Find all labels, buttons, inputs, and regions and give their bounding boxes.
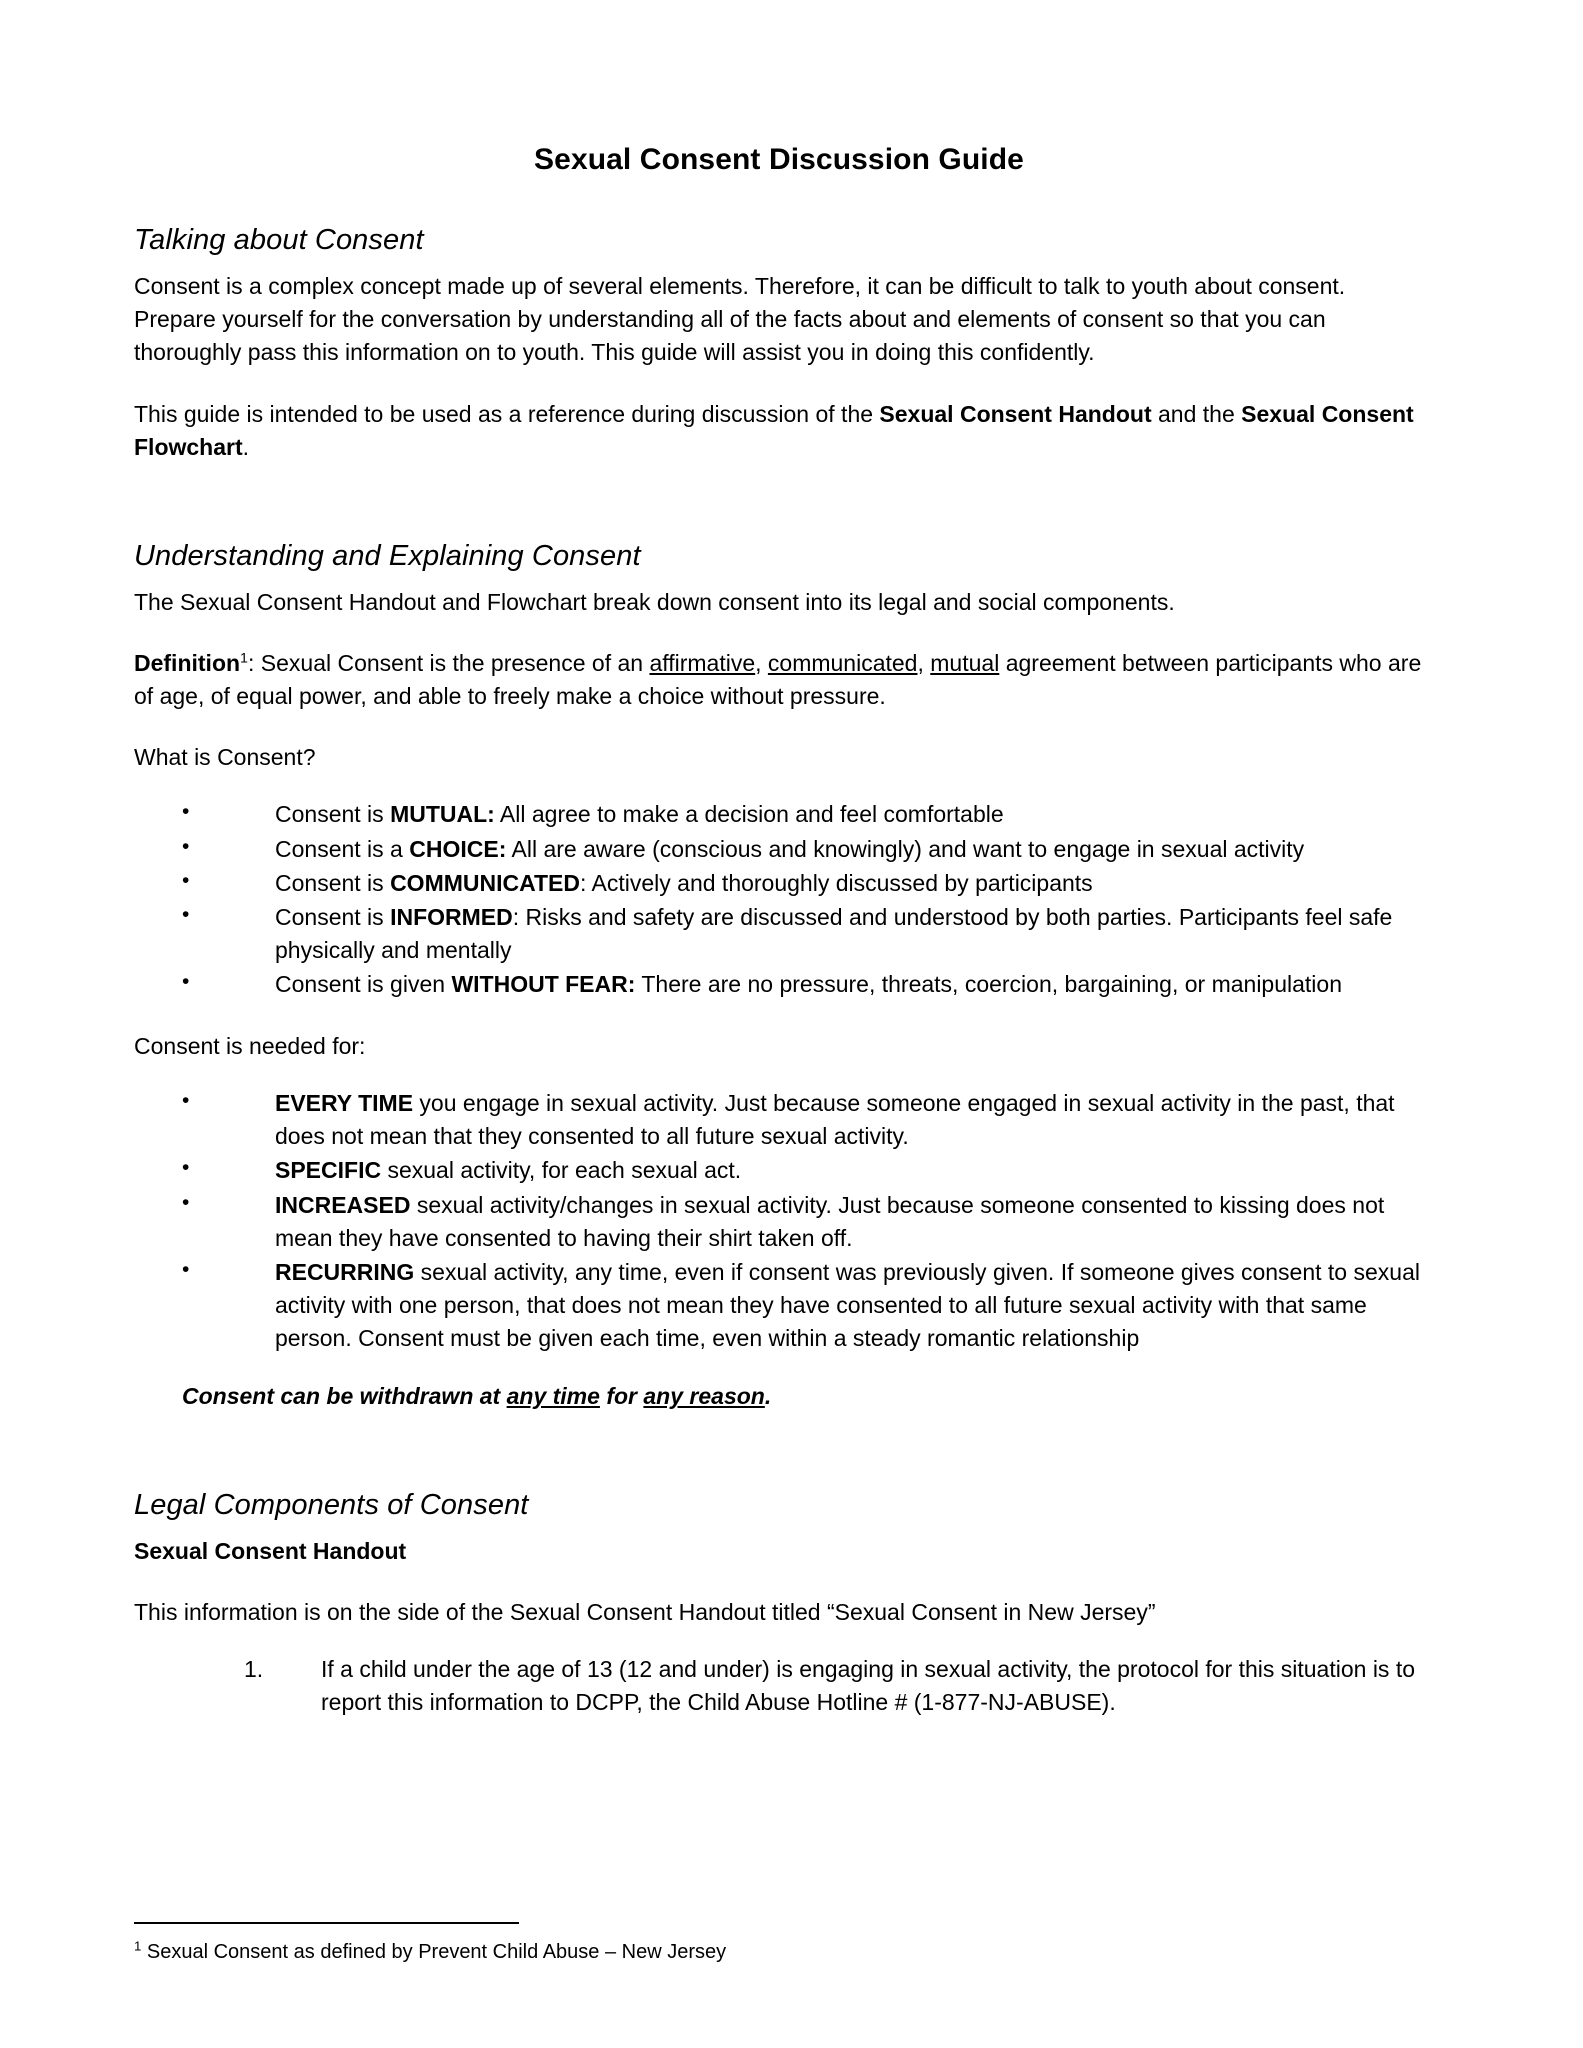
spacer	[134, 1523, 1424, 1535]
item-rest: : Risks and safety are discussed and understood by both parties. Participants feel safe physically and mentally	[275, 903, 1393, 963]
item-rest: sexual activity, for each sexual act.	[381, 1157, 742, 1184]
subheading-sexual-consent-handout: Sexual Consent Handout	[134, 1538, 407, 1565]
paragraph-talking-intro: Consent is a complex concept made up of several elements. Therefore, it can be difficult to talk to youth about consent. Prepare yourself for the conversation by understanding all of the facts about and elements of consent so that you can thoroughly pass this information on to youth. This guide will assist you in doing this confidently.	[134, 273, 1346, 366]
item-keyword: INCREASED	[275, 1191, 411, 1218]
list-item	[134, 1087, 1424, 1153]
item-keyword: SPECIFIC	[275, 1157, 382, 1184]
footnote-reference-marker: 1	[240, 650, 248, 667]
item-rest: : Actively and thoroughly discussed by participants	[580, 869, 1093, 896]
list-item	[134, 798, 1424, 831]
list-item	[134, 1189, 1424, 1255]
item-keyword: COMMUNICATED	[390, 869, 581, 896]
paragraph-understanding-intro: The Sexual Consent Handout and Flowchart break down consent into its legal and social components.	[134, 589, 1175, 616]
item-keyword: INFORMED	[390, 903, 513, 930]
item-keyword: EVERY TIME	[275, 1090, 414, 1117]
paragraph-legal-intro: This information is on the side of the Sexual Consent Handout titled “Sexual Consent in New Jersey”	[134, 1599, 1156, 1626]
item-prefix: Consent is a	[275, 835, 410, 862]
spacer	[134, 619, 1424, 647]
text-between-bolds: and the	[1151, 400, 1242, 427]
page-title: Sexual Consent Discussion Guide	[534, 143, 1024, 176]
spacer	[134, 1568, 1424, 1596]
underline-affirmative: affirmative	[649, 650, 756, 677]
spacer	[134, 1629, 1424, 1653]
underline-any-time: any time	[506, 1383, 600, 1410]
spacer	[134, 1356, 1424, 1380]
footnote	[134, 1938, 1424, 1966]
list-item	[134, 901, 1424, 967]
label-what-is-consent: What is Consent?	[134, 744, 316, 771]
definition-separator-1: ,	[755, 650, 768, 677]
footnote-area	[134, 1922, 1424, 1966]
list-item: If a child under the age of 13 (12 and under) is engaging in sexual activity, the protocol for this situation is to report this information to DCPP, the Child Abuse Hotline # (1-877-NJ-ABUSE).	[321, 1656, 1416, 1716]
list-item	[134, 833, 1424, 866]
item-rest: sexual activity, any time, even if consent was previously given. If someone gives consent to sexual activity with one person, that does not mean they have consented to all future sexual activity with that same person. Consent must be given each time, even within a steady romantic relationship	[275, 1258, 1420, 1352]
spacer	[134, 464, 1424, 538]
item-rest: There are no pressure, threats, coercion, bargaining, or manipulation	[635, 971, 1342, 998]
list-item	[134, 867, 1424, 900]
underline-communicated: communicated	[767, 650, 918, 677]
withdrawal-text-middle: for	[599, 1383, 644, 1410]
spacer	[134, 370, 1424, 398]
spacer	[134, 1413, 1424, 1487]
document-body	[134, 0, 1424, 1719]
spacer	[134, 178, 1424, 222]
spacer	[134, 774, 1424, 798]
definition-text-after: agreement between participants who are of age, of equal power, and able to freely make a choice without pressure.	[134, 650, 1422, 710]
item-prefix: Consent is given	[275, 971, 452, 998]
item-prefix: Consent is	[275, 869, 391, 896]
list-item	[134, 1256, 1424, 1355]
list-what-is-consent	[134, 798, 1424, 1001]
bold-sexual-consent-handout: Sexual Consent Handout	[879, 400, 1152, 427]
section-heading-talking-about-consent: Talking about Consent	[134, 224, 424, 256]
list-legal-protocol	[134, 1653, 1424, 1719]
item-rest: sexual activity/changes in sexual activity. Just because someone consented to kissing does not mean they have consented to having their shirt taken off.	[275, 1191, 1385, 1251]
item-prefix: Consent is	[275, 903, 391, 930]
text-before-handout: This guide is intended to be used as a reference during discussion of the	[134, 400, 880, 427]
withdrawal-text-before: Consent can be withdrawn at	[182, 1383, 507, 1410]
list-item	[134, 968, 1424, 1001]
label-consent-is-needed-for: Consent is needed for:	[134, 1033, 366, 1060]
spacer	[134, 1002, 1424, 1030]
statement-consent-withdrawal	[134, 1380, 1424, 1413]
footnote-separator	[134, 1922, 519, 1924]
item-prefix: Consent is	[275, 801, 391, 828]
underline-any-reason: any reason	[643, 1383, 765, 1410]
section-heading-understanding-explaining-consent: Understanding and Explaining Consent	[134, 539, 641, 572]
item-keyword: MUTUAL:	[390, 801, 495, 828]
paragraph-guide-reference	[134, 398, 1424, 464]
text-after-flowchart: .	[242, 433, 250, 460]
footnote-marker: 1	[134, 1938, 142, 1954]
list-item	[134, 1154, 1424, 1187]
item-keyword: WITHOUT FEAR:	[451, 971, 636, 998]
item-rest: All agree to make a decision and feel comfortable	[494, 801, 1004, 828]
underline-mutual: mutual	[930, 650, 1000, 677]
spacer	[134, 713, 1424, 741]
definition-separator-2: ,	[917, 650, 931, 677]
section-heading-legal-components: Legal Components of Consent	[134, 1489, 529, 1522]
withdrawal-text-after: .	[764, 1383, 772, 1410]
footnote-body: Sexual Consent as defined by Prevent Child Abuse – New Jersey	[141, 1941, 727, 1963]
paragraph-definition	[134, 647, 1424, 713]
definition-label: Definition	[134, 650, 241, 677]
item-keyword: CHOICE:	[409, 835, 507, 862]
item-keyword: RECURRING	[275, 1258, 415, 1285]
spacer	[134, 574, 1424, 586]
item-rest: you engage in sexual activity. Just because someone engaged in sexual activity in the past, that does not mean that they consented to all future sexual activity.	[275, 1090, 1395, 1150]
spacer	[134, 258, 1424, 270]
spacer	[134, 1063, 1424, 1087]
bold-sexual-consent-flowchart: Sexual Consent Flowchart	[134, 400, 1414, 460]
item-rest: All are aware (conscious and knowingly) and want to engage in sexual activity	[506, 835, 1305, 862]
definition-text-before: : Sexual Consent is the presence of an	[247, 650, 650, 677]
list-consent-needed-for	[134, 1087, 1424, 1355]
